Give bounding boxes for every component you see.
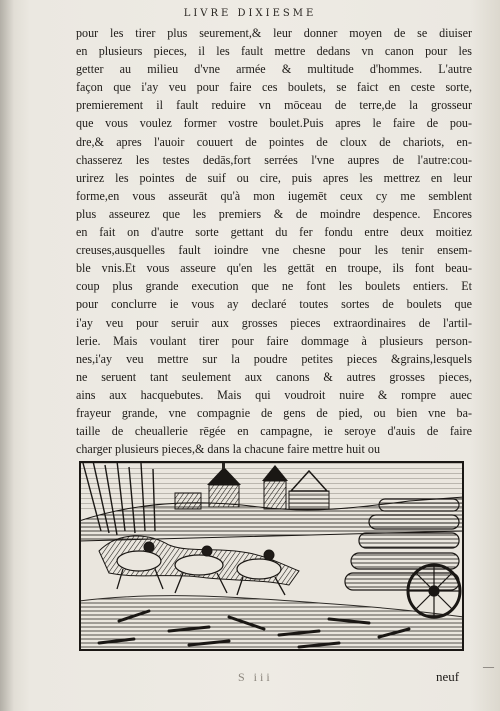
text-line: creuses,ausquelles fault ioindre vne chesne pour les tenir ensem- <box>76 243 472 258</box>
text-line: ble vnis.Et vous asseure qu'en les gettāt en troupe, ils font beau- <box>76 261 472 276</box>
text-line: urirez les pointes de suif ou cire, puis apres les mettrez en leur <box>76 170 472 185</box>
text-line: taille de cheuallerie rēgée en campagne, ie seroye d'auis de faire <box>76 424 472 439</box>
text-line: frayeur grande, vne compagnie de gens de pied, ou bien vne ba- <box>76 405 472 420</box>
signature-mark: S iii <box>238 670 273 684</box>
text-line: charger plusieurs pieces,& dans la chacune faire mettre huit ou <box>76 442 381 457</box>
text-line: chasserez les testes dedās,fort serrées l'vne aupres de l'autre:cou- <box>76 152 472 167</box>
text-line: getter au milieu d'vne armée & multitude d'hommes. L'autre <box>76 62 472 77</box>
text-line: coup plus grande execution que ne font les boulets entiers. Et <box>76 279 472 294</box>
edge-mark: — <box>483 661 494 673</box>
text-line: pour conclurre ie vous ay declaré toutes sortes de boulets que <box>76 297 472 312</box>
text-line: plus asseurez que les premiers & de moindre despence. Encores <box>76 206 472 221</box>
text-line: i'ay veu pour seruir aux grosses pieces extraordinaires de l'artil- <box>76 315 472 330</box>
text-line: lerie. Mais voulant tirer pour faire dommage à plusieurs person- <box>76 333 472 348</box>
running-head: LIVRE DIXIESME <box>183 8 317 19</box>
text-line: façon que i'ay veu pour faire ces boulets, se faict en ceste sorte, <box>76 80 472 95</box>
woodcut-illustration <box>79 461 464 651</box>
text-line: premierement il fault reduire vn mōceau de terre,de la grosseur <box>76 98 472 113</box>
gutter-shadow <box>0 0 14 711</box>
text-line: dre,& apres l'auoir couuert de pointes de cloux de chariots, en- <box>76 134 472 149</box>
text-line: en fait on d'autre sorte gettant du fer fondu entre deux moitiez <box>76 225 472 240</box>
catchword: neuf <box>436 669 460 684</box>
text-line: nes,i'ay veu mettre sur la poudre petites pieces &grains,lesquels <box>76 351 472 366</box>
text-line: forme,en vous asseurāt qu'à mon iugemēt ceux cy me semblent <box>76 188 472 203</box>
body-text <box>76 24 472 458</box>
text-line: ains aux hacquebutes. Mais qui voudroit nuire & rompre auec <box>76 387 472 402</box>
text-line: pour les tirer plus seurement,& leur donner moyen de se diuiser <box>76 26 472 40</box>
text-line: que vous voulez former vostre boulet.Puis apres le faire de pou- <box>76 116 472 131</box>
text-line: en plusieurs pieces, il les fault mettre dedans vn canon pour les <box>76 44 472 59</box>
text-line: ne seruent tant seulement aux canons & autres grosses pieces, <box>76 369 472 384</box>
